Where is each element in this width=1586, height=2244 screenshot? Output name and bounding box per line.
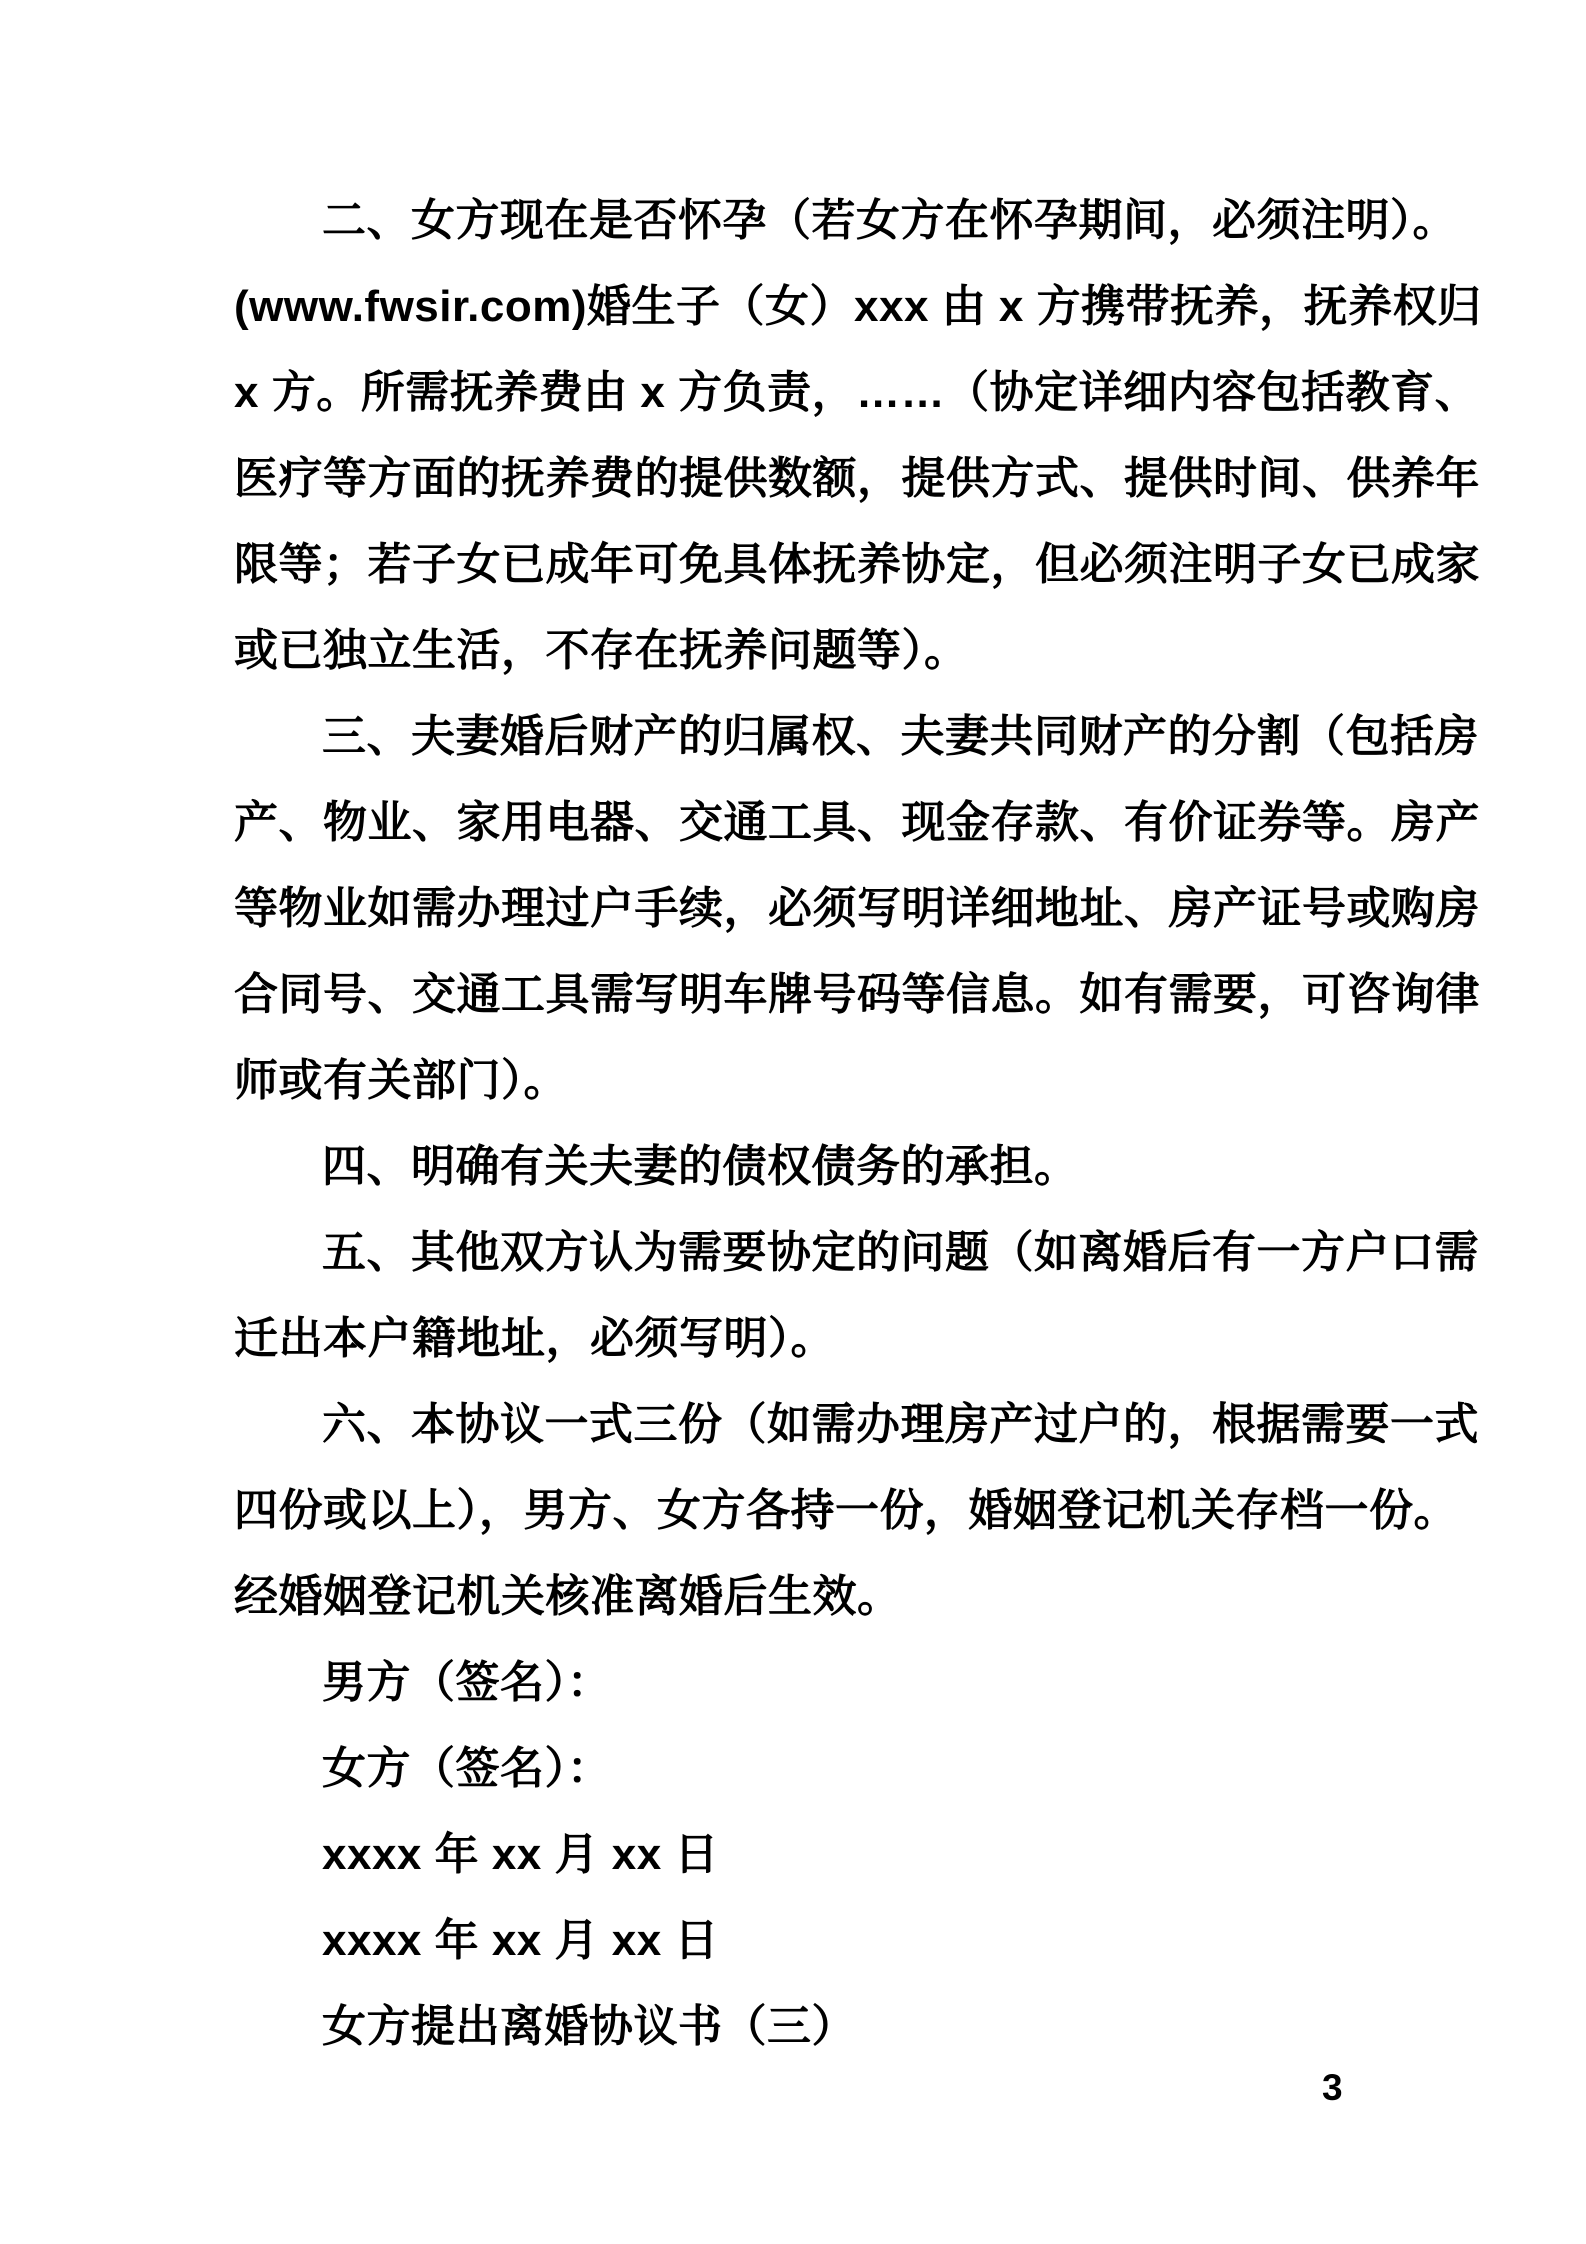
text-line: (www.fwsir.com)婚生子（女）xxx 由 x 方携带抚养，抚养权归 xyxy=(234,282,1482,331)
text-line: 六、本协议一式三份（如需办理房产过户的，根据需要一式 xyxy=(322,1400,1479,1449)
date-line: xxxx 年 xx 月 xx 日 xyxy=(322,1916,719,1965)
text-line: 或已独立生活，不存在抚养问题等）。 xyxy=(234,626,969,675)
text-line: 二、女方现在是否怀孕（若女方在怀孕期间，必须注明）。 xyxy=(322,196,1457,245)
text-line: 等物业如需办理过户手续，必须写明详细地址、房产证号或购房 xyxy=(234,884,1480,933)
text-line: 迁出本户籍地址，必须写明）。 xyxy=(234,1314,835,1363)
text-line: 四份或以上），男方、女方各持一份，婚姻登记机关存档一份。 xyxy=(234,1486,1458,1535)
text-line: 产、物业、家用电器、交通工具、现金存款、有价证券等。房产 xyxy=(234,798,1480,847)
text-line: 限等；若子女已成年可免具体抚养协定，但必须注明子女已成家 xyxy=(234,540,1480,589)
text-line: 三、夫妻婚后财产的归属权、夫妻共同财产的分割（包括房 xyxy=(322,712,1479,761)
date-line: xxxx 年 xx 月 xx 日 xyxy=(322,1830,719,1879)
signature-line-female: 女方（签名）： xyxy=(322,1744,612,1793)
document-body xyxy=(234,178,1482,2070)
text-line: 经婚姻登记机关核准离婚后生效。 xyxy=(234,1572,902,1621)
text-line: 合同号、交通工具需写明车牌号码等信息。如有需要，可咨询律 xyxy=(234,970,1480,1019)
text-line: 医疗等方面的抚养费的提供数额，提供方式、提供时间、供养年 xyxy=(234,454,1480,503)
text-line: x 方。所需抚养费由 x 方负责，……（协定详细内容包括教育、 xyxy=(234,368,1480,417)
text-line: 师或有关部门）。 xyxy=(234,1056,568,1105)
text-line: 四、明确有关夫妻的债权债务的承担。 xyxy=(322,1142,1079,1191)
text-line: 五、其他双方认为需要协定的问题（如离婚后有一方户口需 xyxy=(322,1228,1479,1277)
page-number: 3 xyxy=(1322,2067,1343,2108)
section-heading: 女方提出离婚协议书（三） xyxy=(322,2002,856,2051)
signature-line-male: 男方（签名）： xyxy=(322,1658,612,1707)
